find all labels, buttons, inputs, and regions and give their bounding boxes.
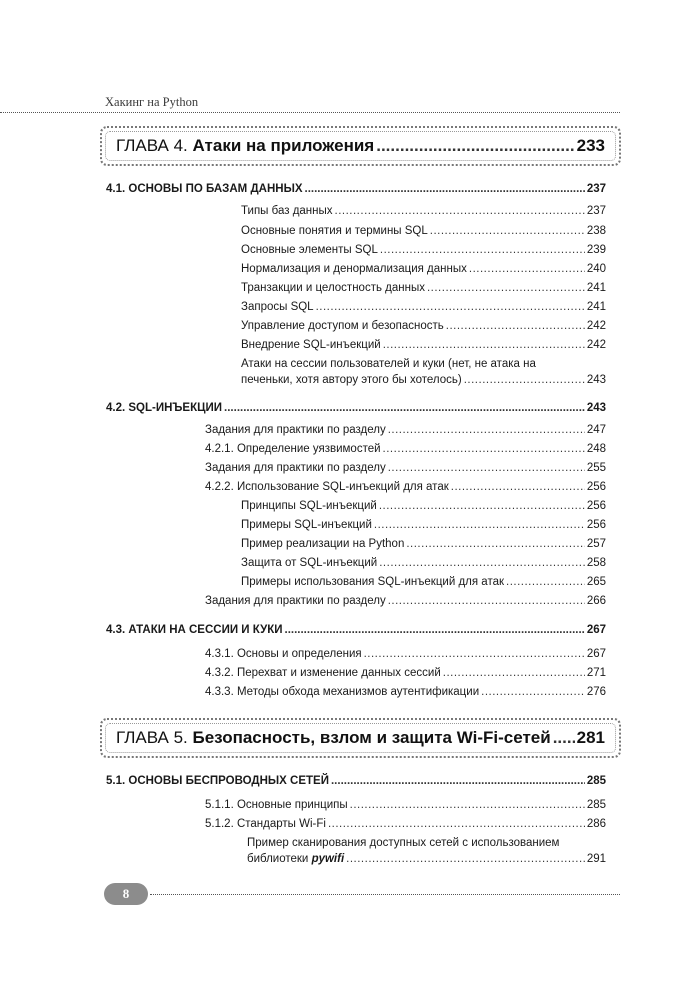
entry-label: Нормализация и денормализация данных bbox=[241, 263, 467, 275]
entry-page: 291 bbox=[586, 853, 606, 865]
toc-section[interactable] bbox=[106, 624, 606, 636]
entry-page: 276 bbox=[586, 686, 606, 698]
entry-label: Основные понятия и термины SQL bbox=[241, 225, 428, 237]
entry-label-line1: Пример сканирования доступных сетей с использованием bbox=[247, 837, 560, 849]
chapter-label: ГЛАВА 4. bbox=[116, 136, 188, 155]
chapter-heading bbox=[100, 126, 621, 166]
entry-label: 4.3.2. Перехват и изменение данных сессий bbox=[205, 667, 441, 679]
entry-page: 248 bbox=[586, 443, 606, 455]
entry-page: 239 bbox=[586, 244, 606, 256]
toc-entry[interactable] bbox=[205, 799, 606, 811]
section-page: 243 bbox=[586, 402, 606, 414]
entry-label: Защита от SQL-инъекций bbox=[241, 557, 378, 569]
running-head: Хакинг на Python bbox=[105, 95, 199, 109]
toc-entry[interactable] bbox=[205, 443, 606, 455]
entry-page: 247 bbox=[586, 424, 606, 436]
entry-label: 4.3.1. Основы и определения bbox=[205, 648, 362, 660]
page-number-badge: 8 bbox=[104, 883, 148, 905]
entry-page: 241 bbox=[586, 301, 606, 313]
entry-page: 256 bbox=[586, 519, 606, 531]
entry-label: библиотеки bbox=[247, 853, 309, 865]
footer-divider bbox=[150, 894, 620, 895]
entry-label-line1: Атаки на сессии пользователей и куки (нет, не атака на bbox=[241, 358, 536, 370]
chapter-page: 281 bbox=[576, 728, 605, 747]
toc-section[interactable] bbox=[106, 183, 606, 195]
entry-page: 258 bbox=[586, 557, 606, 569]
entry-label: Типы баз данных bbox=[241, 205, 333, 217]
toc-entry[interactable] bbox=[241, 374, 606, 386]
chapter-title: Атаки на приложения bbox=[192, 136, 375, 155]
entry-page: 242 bbox=[586, 339, 606, 351]
entry-label: Задания для практики по разделу bbox=[205, 424, 386, 436]
entry-label: Примеры SQL-инъекций bbox=[241, 519, 372, 531]
entry-page: 286 bbox=[586, 818, 606, 830]
section-label: 5.1. ОСНОВЫ БЕСПРОВОДНЫХ СЕТЕЙ bbox=[106, 775, 329, 787]
header-divider bbox=[0, 112, 620, 113]
chapter-label: ГЛАВА 5. bbox=[116, 728, 188, 747]
toc-entry[interactable] bbox=[205, 667, 606, 679]
toc-entry[interactable] bbox=[241, 205, 606, 217]
section-page: 285 bbox=[586, 775, 606, 787]
entry-label: Примеры использования SQL-инъекций для атак bbox=[241, 576, 505, 588]
entry-label: 4.2.1. Определение уязвимостей bbox=[205, 443, 381, 455]
entry-label: 4.2.2. Использование SQL-инъекций для атак bbox=[205, 481, 449, 493]
entry-page: 257 bbox=[586, 538, 606, 550]
toc-entry[interactable] bbox=[205, 462, 606, 474]
toc-entry[interactable] bbox=[241, 225, 606, 237]
entry-label-emphasis: pywifi bbox=[311, 853, 345, 865]
toc-entry[interactable] bbox=[205, 648, 606, 660]
entry-label: Задания для практики по разделу bbox=[205, 595, 386, 607]
toc-entry[interactable] bbox=[241, 301, 606, 313]
toc-entry[interactable] bbox=[241, 500, 606, 512]
entry-label: Управление доступом и безопасность bbox=[241, 320, 444, 332]
toc-entry[interactable] bbox=[205, 818, 606, 830]
chapter-heading bbox=[100, 718, 621, 758]
chapter-page: 233 bbox=[576, 136, 605, 155]
section-page: 267 bbox=[586, 624, 606, 636]
section-label: 4.3. АТАКИ НА СЕССИИ И КУКИ bbox=[106, 624, 283, 636]
entry-page: 256 bbox=[586, 481, 606, 493]
toc-entry[interactable] bbox=[241, 538, 606, 550]
entry-page: 237 bbox=[586, 205, 606, 217]
entry-label: Запросы SQL bbox=[241, 301, 314, 313]
section-page: 237 bbox=[586, 183, 606, 195]
toc-entry[interactable] bbox=[205, 481, 606, 493]
entry-page: 243 bbox=[586, 374, 606, 386]
toc-entry[interactable] bbox=[241, 320, 606, 332]
toc-entry[interactable] bbox=[241, 244, 606, 256]
toc-section[interactable] bbox=[106, 402, 606, 414]
entry-page: 256 bbox=[586, 500, 606, 512]
entry-label: Задания для практики по разделу bbox=[205, 462, 386, 474]
entry-label: 5.1.2. Стандарты Wi-Fi bbox=[205, 818, 326, 830]
entry-label: 5.1.1. Основные принципы bbox=[205, 799, 348, 811]
section-label: 4.2. SQL-ИНЪЕКЦИИ bbox=[106, 402, 223, 414]
entry-label: Основные элементы SQL bbox=[241, 244, 378, 256]
entry-page: 240 bbox=[586, 263, 606, 275]
toc-section[interactable] bbox=[106, 775, 606, 787]
entry-label: Транзакции и целостность данных bbox=[241, 282, 425, 294]
toc-entry[interactable] bbox=[205, 686, 606, 698]
entry-page: 242 bbox=[586, 320, 606, 332]
section-label: 4.1. ОСНОВЫ ПО БАЗАМ ДАННЫХ bbox=[106, 183, 303, 195]
entry-page: 267 bbox=[586, 648, 606, 660]
toc-entry[interactable] bbox=[241, 519, 606, 531]
entry-label: 4.3.3. Методы обхода механизмов аутентификации bbox=[205, 686, 480, 698]
toc-entry[interactable] bbox=[241, 576, 606, 588]
toc-entry[interactable] bbox=[205, 595, 606, 607]
toc-entry[interactable] bbox=[241, 339, 606, 351]
entry-page: 285 bbox=[586, 799, 606, 811]
toc-entry[interactable] bbox=[205, 424, 606, 436]
chapter-title: Безопасность, взлом и защита Wi-Fi-сетей bbox=[192, 728, 551, 747]
entry-page: 241 bbox=[586, 282, 606, 294]
toc-entry[interactable] bbox=[241, 282, 606, 294]
toc-entry[interactable] bbox=[247, 853, 606, 865]
entry-label: Пример реализации на Python bbox=[241, 538, 405, 550]
entry-page: 265 bbox=[586, 576, 606, 588]
toc-entry[interactable] bbox=[241, 263, 606, 275]
entry-label: печеньки, хотя автору этого бы хотелось) bbox=[241, 374, 462, 386]
toc-entry[interactable] bbox=[241, 557, 606, 569]
entry-label: Внедрение SQL-инъекций bbox=[241, 339, 381, 351]
entry-page: 255 bbox=[586, 462, 606, 474]
entry-label: Принципы SQL-инъекций bbox=[241, 500, 377, 512]
entry-page: 238 bbox=[586, 225, 606, 237]
entry-page: 271 bbox=[586, 667, 606, 679]
entry-page: 266 bbox=[586, 595, 606, 607]
